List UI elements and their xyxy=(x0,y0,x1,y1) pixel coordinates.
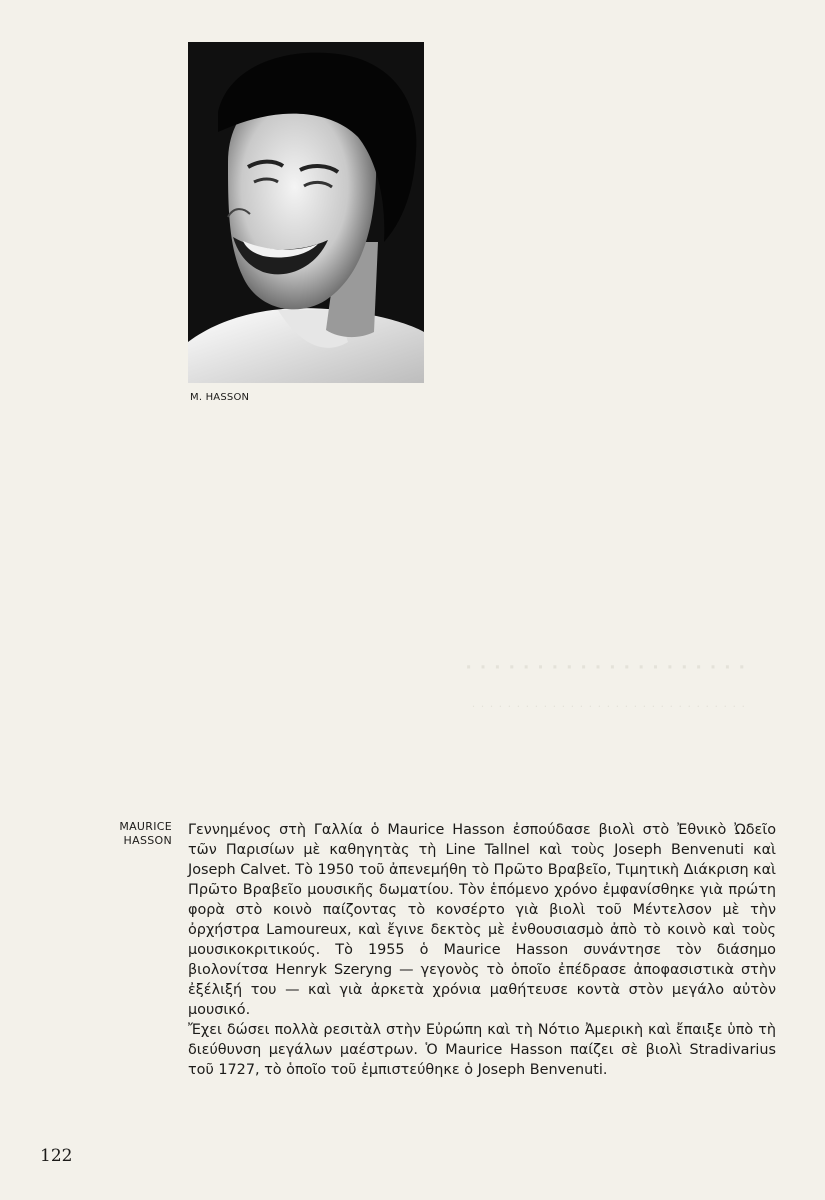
biography-text xyxy=(188,820,776,1080)
artist-name-label xyxy=(100,820,172,848)
biography-paragraph: Γεννημένος στὴ Γαλλία ὁ Maurice Hasson ἐσπούδασε βιολὶ στὸ Ἐθνικὸ Ὠδεῖο τῶν Παρισίων μὲ καθηγητὰς τὴ Line Tallnel καὶ τοὺς Joseph Benvenuti καὶ Joseph Calvet. Τὸ 1950 τοῦ ἀπενεμήθη τὸ Πρῶτο Βραβεῖο, Τιμητικὴ Διάκριση καὶ Πρῶτο Βραβεῖο μουσικῆς δωματίου. Τὸν ἑπόμενο χρόνο ἐμφανίσθηκε γιὰ πρώτη φορὰ στὸ κοινὸ παίζοντας τὸ κονσέρτο γιὰ βιολὶ τοῦ Μέντελσον μὲ τὴν ὀρχήστρα Lamoureux, καὶ ἔγινε δεκτὸς μὲ ἐνθουσιασμὸ ἀπὸ τὸ κοινὸ καὶ τοὺς μουσικοκριτικούς. Τὸ 1955 ὁ Maurice Hasson συνάντησε τὸν διάσημο βιολονίτσα Henryk Szeryng — γεγονὸς τὸ ὁποῖο ἐπέδρασε ἀποφασιστικὰ στὴν ἐξέλιξή του — καὶ γιὰ ἀρκετὰ χρόνια μαθήτευσε κοντὰ στὸν μεγάλο αὐτὸν μουσικό. xyxy=(188,822,776,1018)
biography-paragraph: Ἔχει δώσει πολλὰ ρεσιτὰλ στὴν Εὐρώπη καὶ τὴ Νότιο Ἀμερικὴ καὶ ἔπαιξε ὑπὸ τὴ διεύθυνση μεγάλων μαέστρων. Ὁ Maurice Hasson παίζει σὲ βιολὶ Stradivarius τοῦ 1727, τὸ ὁποῖο τοῦ ἐμπιστεύθηκε ὁ Joseph Benvenuti. xyxy=(188,1022,776,1078)
page-number: 122 xyxy=(40,1146,73,1166)
show-through-text: · · · · · · · · · · · · · · · · · · · · · · · · · · · · · · · · · · · · · · · · · · · · · · · · · · · xyxy=(464,658,745,713)
portrait-photo xyxy=(188,42,424,383)
photo-caption: M. HASSON xyxy=(190,392,250,403)
portrait-illustration xyxy=(188,42,424,383)
artist-last-name: HASSON xyxy=(123,834,172,847)
artist-first-name: MAURICE xyxy=(119,820,172,833)
